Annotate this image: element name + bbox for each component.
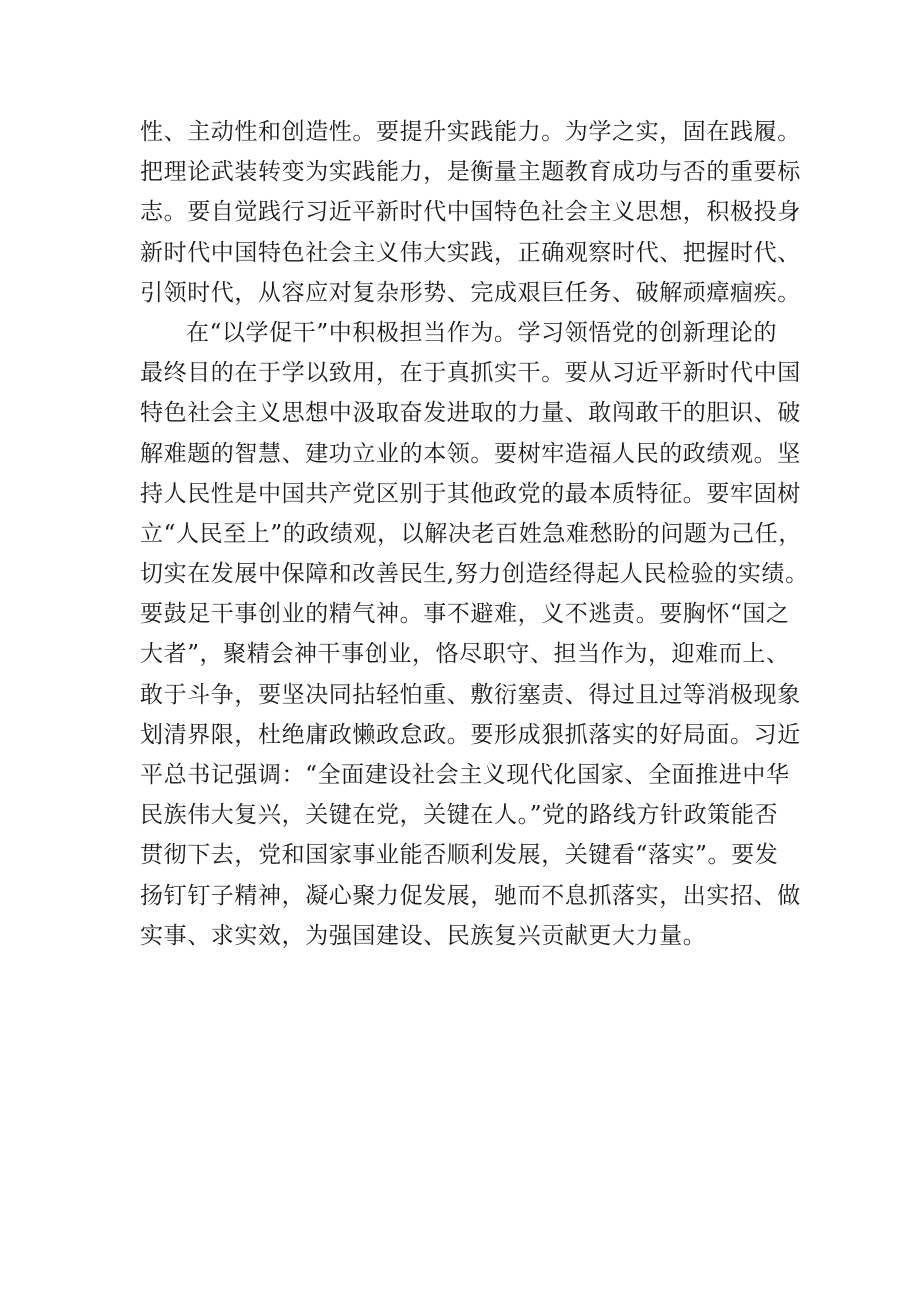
text-line: 敢于斗争，要坚决同拈轻怕重、敷衍塞责、得过且过等消极现象 [140, 681, 801, 708]
text-line: 划清界限，杜绝庸政懒政怠政。要形成狠抓落实的好局面。习近 [140, 721, 801, 748]
text-line: 志。要自觉践行习近平新时代中国特色社会主义思想，积极投身 [140, 199, 801, 226]
text-line: 最终目的在于学以致用，在于真抓实干。要从习近平新时代中国 [140, 360, 801, 387]
text-line: 平总书记强调：“全面建设社会主义现代化国家、全面推进中华 [140, 762, 790, 788]
text-line: 民族伟大复兴，关键在党，关键在人。”党的路线方针政策能否 [140, 802, 779, 829]
text-line: 要鼓足干事创业的精气神。事不避难，义不逃责。要胸怀“国之 [140, 601, 790, 628]
document-body [140, 112, 809, 956]
text-line: 大者”，聚精会神干事创业，恪尽职守、担当作为，迎难而上、 [140, 641, 790, 668]
text-line: 把理论武装转变为实践能力，是衡量主题教育成功与否的重要标 [140, 159, 801, 186]
text-line: 引领时代，从容应对复杂形势、完成艰巨任务、破解顽瘴痼疾。 [140, 279, 801, 306]
text-line: 持人民性是中国共产党区别于其他政党的最本质特征。要牢固树 [140, 480, 801, 507]
text-line: 切实在发展中保障和改善民生,努力创造经得起人民检验的实绩。 [140, 561, 809, 588]
text-line: 扬钉钉子精神，凝心聚力促发展，驰而不息抓落实，出实招、做 [140, 882, 801, 909]
text-line: 贯彻下去，党和国家事业能否顺利发展，关键看“落实”。要发 [140, 842, 779, 869]
text-line: 解难题的智慧、建功立业的本领。要树牢造福人民的政绩观。坚 [140, 440, 801, 467]
text-line: 实事、求实效，为强国建设、民族复兴贡献更大力量。 [140, 922, 707, 949]
text-line: 性、主动性和创造性。要提升实践能力。为学之实，固在践履。 [140, 119, 801, 145]
text-line: 特色社会主义思想中汲取奋发进取的力量、敢闯敢干的胆识、破 [140, 400, 801, 427]
paragraph-start-line: 在“以学促干”中积极担当作为。学习领悟党的创新理论的 [186, 319, 778, 346]
text-line: 立“人民至上”的政绩观，以解决老百姓急难愁盼的问题为己任， [140, 520, 802, 547]
text-line: 新时代中国特色社会主义伟大实践，正确观察时代、把握时代、 [140, 239, 801, 266]
